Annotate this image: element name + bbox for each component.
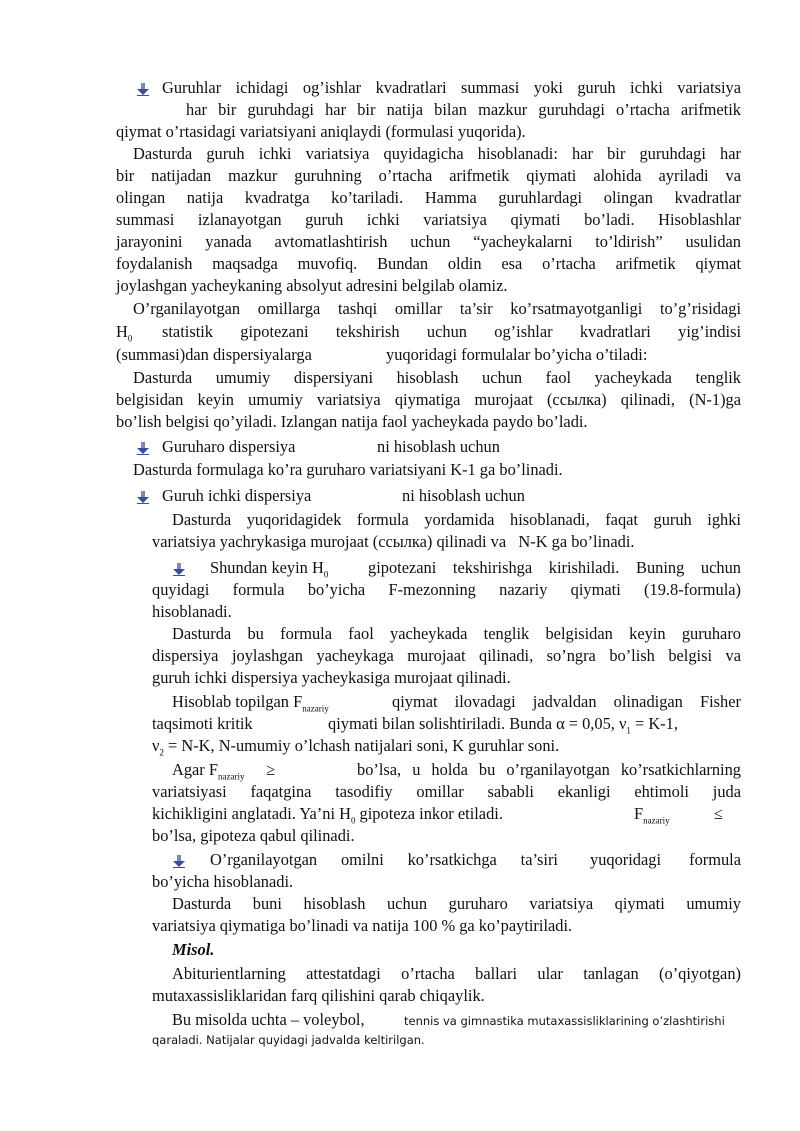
text-line: variatsiya yachrykasiga murojaat (ссылка) qilinadi va N-K ga bo’linadi.	[152, 532, 635, 551]
text-line: qaraladi. Natijalar quyidagi jadvalda keltirilgan.	[152, 1033, 425, 1047]
text-line: bo’lsa, gipoteza qabul qilinadi.	[152, 826, 355, 845]
text-line: bo’yicha hisoblanadi.	[152, 872, 294, 891]
text-fragment: Shundan keyin H	[210, 558, 324, 577]
text-line: olingan natija kvadratga ko’tariladi. Hamma guruhlardagi olingan kvadratlar	[116, 188, 741, 207]
text-line: yuqoridagi formulalar bo’yicha o’tiladi:	[386, 345, 648, 364]
text-fragment: = K-1,	[630, 714, 678, 733]
text-fragment: ν	[152, 736, 160, 755]
text-line: tennis va gimnastika mutaxassisliklarining o’zlashtirishi	[404, 1014, 725, 1028]
text-line: Abiturientlarning attestatdagi o’rtacha ballari ular tanlagan (o’qiyotgan)	[172, 964, 741, 983]
text-line: foydalanish maqsadga muvofiq. Bundan oldin esa o’rtacha arifmetik qiymat	[116, 254, 741, 273]
text-line: Guruh ichki dispersiya	[162, 486, 312, 505]
text-line: gipotezani tekshirishga kirishiladi. Buning uchun	[368, 558, 741, 577]
subscript: 0	[323, 569, 329, 580]
arrow-down-bullet-icon	[136, 441, 150, 455]
text-line: jarayonini yanada avtomatlashtirish uchun “yacheykalarni to’ldirish” usulidan	[116, 232, 741, 251]
text-fragment: qiymati bilan solishtiriladi. Bunda α = 0,05, ν	[328, 714, 627, 733]
text-line: Dasturda guruh ichki variatsiya quyidagicha hisoblanadi: har bir guruhdagi har	[133, 144, 741, 163]
text-line: variatsiyasi faqatgina tasodifiy omillar sababli ekanligi ehtimoli juda	[152, 782, 741, 801]
text-line	[172, 692, 329, 712]
text-line: belgisidan keyin umumiy variatsiya qiymatiga murojaat (ссылка) qilinadi, (N-1)ga	[116, 390, 741, 409]
text-line	[634, 804, 670, 824]
text-fragment: gipoteza inkor etiladi.	[355, 804, 503, 823]
arrow-down-bullet-icon	[136, 490, 150, 504]
subscript: nazariy	[217, 771, 245, 782]
text-line: bo’lish belgisi qo’yiladi. Izlangan natija faol yacheykada paydo bo’ladi.	[116, 412, 588, 431]
text-fragment: Hisoblab topilgan F	[172, 692, 303, 711]
text-line: summasi izlanayotgan guruh ichki variatsiya qiymati bo’ladi. Hisoblashlar	[116, 210, 741, 229]
subscript: 1	[626, 725, 631, 736]
text-line: hisoblanadi.	[152, 602, 232, 621]
text-line	[116, 322, 132, 342]
text-line	[328, 714, 678, 734]
text-line	[172, 760, 244, 780]
text-line	[210, 558, 328, 578]
text-line: variatsiya qiymatiga bo’linadi va natija 100 % ga ko’paytiriladi.	[152, 916, 573, 935]
arrow-down-bullet-icon	[136, 82, 150, 96]
arrow-down-bullet-icon	[172, 562, 186, 576]
text-line: Guruharo dispersiya	[162, 437, 296, 456]
text-line: O’rganilayotgan omillarga tashqi omillar ta’sir ko’rsatmayotganligi to’g’risidagi	[133, 299, 741, 318]
text-fragment: kichikligini anglatadi. Ya’ni H	[152, 804, 351, 823]
text-line: guruh ichki dispersiya yacheykasiga murojaat qilinadi.	[152, 668, 511, 687]
text-line: ≥	[266, 760, 275, 779]
text-line: (summasi)dan dispersiyalarga	[116, 345, 312, 364]
text-line: joylashgan yacheykaning absolyut adresini belgilab olamiz.	[116, 276, 508, 295]
text-line: Dasturda umumiy dispersiyani hisoblash uchun faol yacheykada tenglik	[133, 368, 741, 387]
text-line: qiymat o’rtasidagi variatsiyani aniqlaydi (formulasi yuqorida).	[116, 122, 526, 141]
text-line: Dasturda buni hisoblash uchun guruharo variatsiya qiymati umumiy	[172, 894, 741, 913]
text-line: bir natijadan mazkur guruhning o’rtacha arifmetik qiymati alohida ayriladi va	[116, 166, 741, 185]
text-line: bo’lsa, u holda bu o’rganilayotgan ko’rsatkichlarning	[357, 760, 741, 779]
subscript: nazariy	[643, 815, 670, 826]
h-symbol: H	[116, 322, 128, 341]
text-line	[152, 736, 559, 756]
text-line: ni hisoblash uchun	[402, 486, 525, 505]
subscript: 0	[127, 333, 133, 344]
arrow-down-bullet-icon	[172, 854, 186, 868]
text-line: qiymat ilovadagi jadvaldan olinadigan Fisher	[392, 692, 741, 711]
text-line: Bu misolda uchta – voleybol,	[172, 1010, 365, 1029]
text-fragment: F	[634, 804, 644, 823]
text-line: Guruhlar ichidagi og’ishlar kvadratlari summasi yoki guruh ichki variatsiya	[162, 78, 741, 97]
text-line: statistik gipotezani tekshirish uchun og’ishlar kvadratlari yig’indisi	[162, 322, 741, 341]
text-line: taqsimoti kritik	[152, 714, 253, 733]
text-line: O’rganilayotgan omilni ko’rsatkichga ta’siri	[210, 850, 558, 869]
section-heading: Misol.	[172, 940, 215, 959]
subscript: 2	[159, 747, 164, 758]
text-line: yuqoridagi formula	[590, 850, 741, 869]
text-line: mutaxassisliklaridan farq qilishini qarab chiqaylik.	[152, 986, 485, 1005]
text-line: Dasturda yuqoridagidek formula yordamida hisoblanadi, faqat guruh ighki	[172, 510, 741, 529]
text-line: ni hisoblash uchun	[377, 437, 500, 456]
text-fragment: Agar F	[172, 760, 218, 779]
text-fragment: = N-K, N-umumiy o’lchash natijalari soni, K guruhlar soni.	[163, 736, 560, 755]
text-line: dispersiya joylashgan yacheykaga murojaat qilinadi, so’ngra bo’lish belgisi va	[152, 646, 741, 665]
subscript: nazariy	[302, 703, 329, 714]
text-line: quyidagi formula bo’yicha F-mezonning nazariy qiymati (19.8-formula)	[152, 580, 741, 599]
text-line: Dasturda bu formula faol yacheykada tenglik belgisidan keyin guruharo	[172, 624, 741, 643]
text-line: ≤	[714, 804, 723, 823]
text-line: Dasturda formulaga ko’ra guruharo variatsiyani K-1 ga bo’linadi.	[133, 460, 563, 479]
subscript: 0	[350, 815, 356, 826]
text-line: har bir guruhdagi har bir natija bilan mazkur guruhdagi o’rtacha arifmetik	[186, 100, 741, 119]
text-line	[152, 804, 503, 824]
